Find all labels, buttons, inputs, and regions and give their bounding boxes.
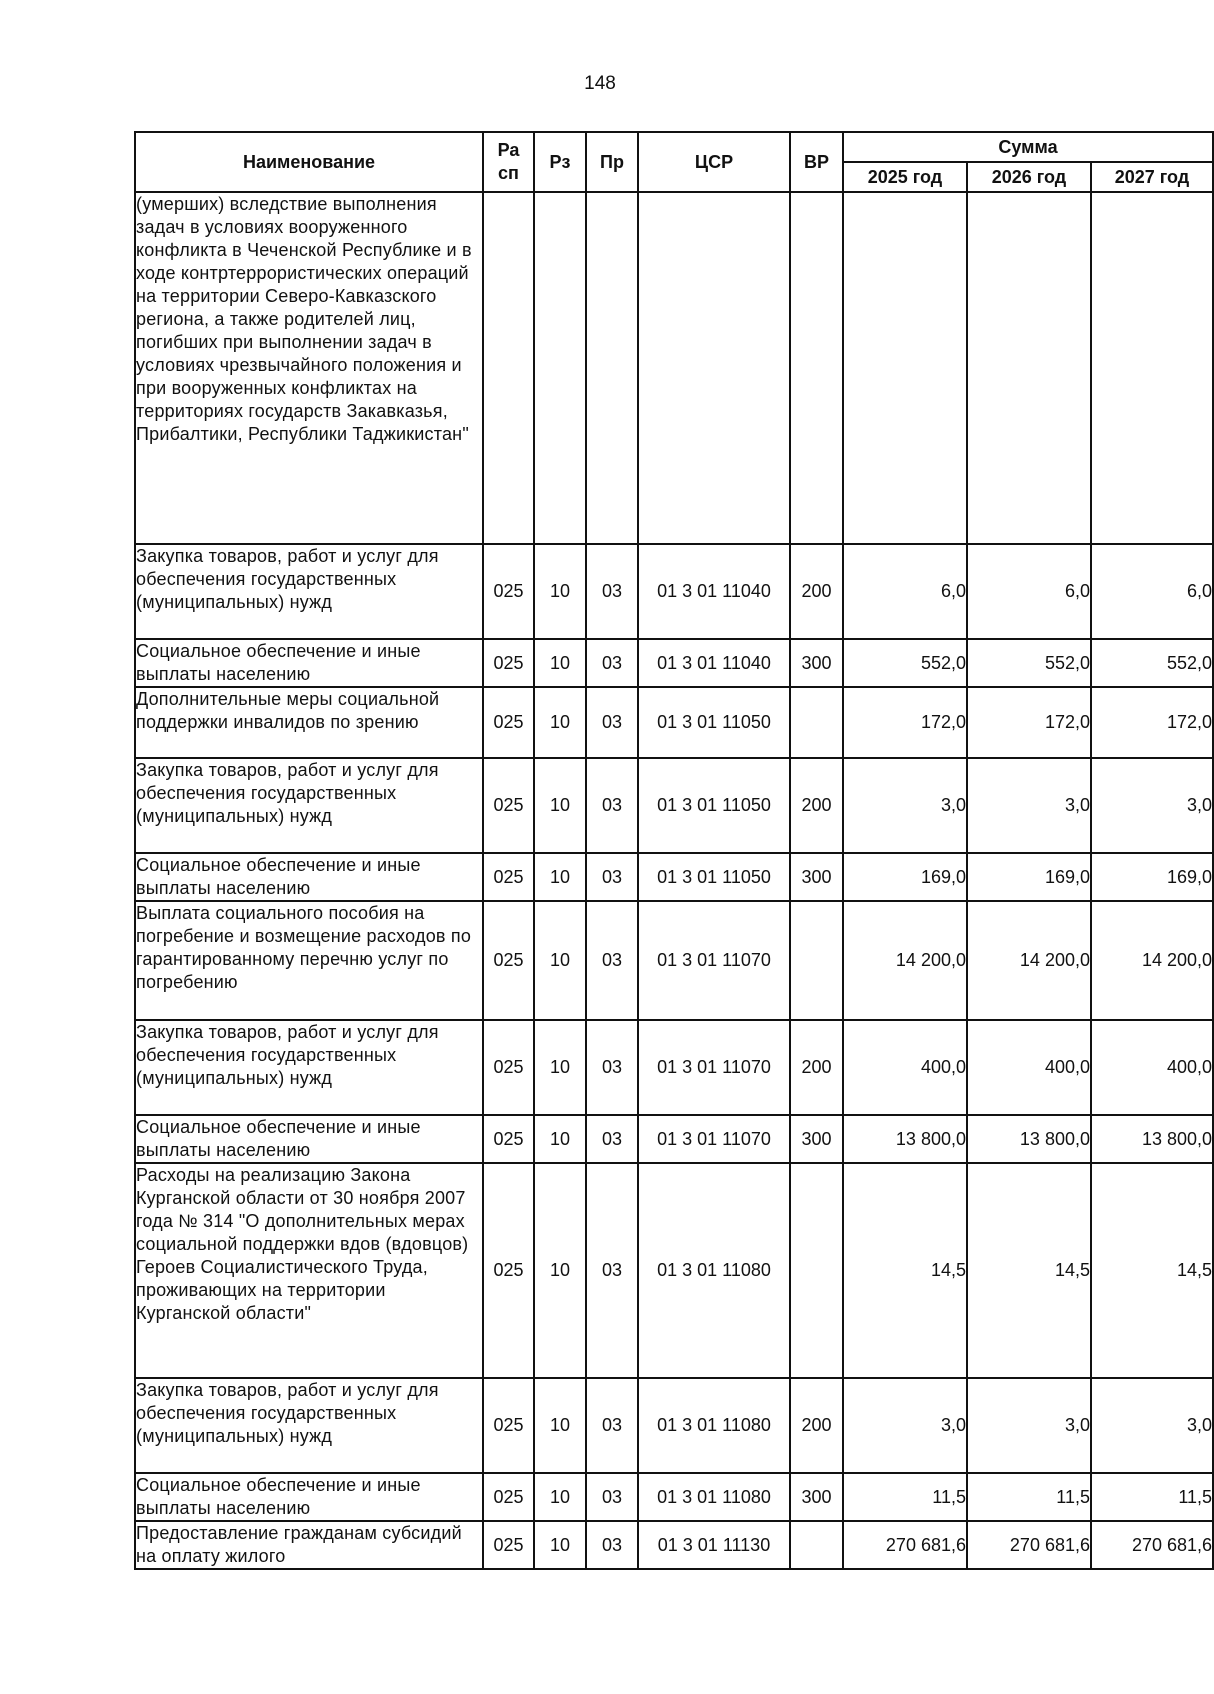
amount-2026-cell [967,192,1091,544]
rasp-cell: 025 [483,901,534,1020]
table-row [135,1163,1213,1378]
rasp-cell: 025 [483,544,534,639]
table-row [135,192,1213,544]
rz-cell: 10 [534,1521,586,1569]
amount-2025-cell: 172,0 [843,687,967,758]
csr-cell: 01 3 01 11040 [638,544,790,639]
header-rasp-line2: сп [498,163,519,183]
amount-2026-cell: 14,5 [967,1163,1091,1378]
pr-cell: 03 [586,1521,638,1569]
pr-cell: 03 [586,639,638,687]
amount-2026-cell: 13 800,0 [967,1115,1091,1163]
amount-2026-cell: 552,0 [967,639,1091,687]
amount-2027-cell: 6,0 [1091,544,1213,639]
amount-2025-cell: 270 681,6 [843,1521,967,1569]
amount-2025-cell: 400,0 [843,1020,967,1115]
csr-cell: 01 3 01 11070 [638,1115,790,1163]
header-pr: Пр [586,132,638,192]
pr-cell: 03 [586,687,638,758]
rz-cell: 10 [534,544,586,639]
vr-cell [790,192,843,544]
csr-cell: 01 3 01 11040 [638,639,790,687]
rz-cell: 10 [534,758,586,853]
amount-2027-cell: 172,0 [1091,687,1213,758]
pr-cell: 03 [586,1115,638,1163]
rasp-cell: 025 [483,1378,534,1473]
name-cell: Расходы на реализацию Закона Курганской области от 30 ноября 2007 года № 314 "О дополнительных мерах социальной поддержки вдов (вдовцов) Героев Социалистического Труда, проживающих на территории Курганской области" [135,1163,483,1378]
vr-cell: 200 [790,758,843,853]
amount-2025-cell: 13 800,0 [843,1115,967,1163]
name-cell: Социальное обеспечение и иные выплаты населению [135,1115,483,1163]
rasp-cell: 025 [483,1521,534,1569]
vr-cell [790,1521,843,1569]
table-row [135,853,1213,901]
table-row [135,758,1213,853]
rz-cell [534,192,586,544]
amount-2025-cell: 3,0 [843,758,967,853]
rz-cell: 10 [534,1115,586,1163]
amount-2026-cell: 400,0 [967,1020,1091,1115]
rasp-cell: 025 [483,1163,534,1378]
vr-cell: 200 [790,1378,843,1473]
vr-cell: 300 [790,639,843,687]
amount-2025-cell: 169,0 [843,853,967,901]
pr-cell: 03 [586,758,638,853]
name-cell: Закупка товаров, работ и услуг для обеспечения государственных (муниципальных) нужд [135,544,483,639]
rasp-cell: 025 [483,1115,534,1163]
amount-2026-cell: 172,0 [967,687,1091,758]
name-cell: Дополнительные меры социальной поддержки инвалидов по зрению [135,687,483,758]
header-rasp-line1: Ра [497,140,520,160]
name-cell: Предоставление гражданам субсидий на оплату жилого [135,1521,483,1569]
name-cell: Закупка товаров, работ и услуг для обеспечения государственных (муниципальных) нужд [135,1020,483,1115]
amount-2026-cell: 14 200,0 [967,901,1091,1020]
name-cell: Выплата социального пособия на погребение и возмещение расходов по гарантированному перечню услуг по погребению [135,901,483,1020]
amount-2025-cell: 6,0 [843,544,967,639]
name-cell: (умерших) вследствие выполнения задач в условиях вооруженного конфликта в Чеченской Республике и в ходе контртеррористических операций на территории Северо-Кавказского региона, а также родителей лиц, погибших при выполнении задач в условиях чрезвычайного положения и при вооруженных конфликтах на территориях государств Закавказья, Прибалтики, Республики Таджикистан" [135,192,483,544]
rasp-cell: 025 [483,853,534,901]
page-number: 148 [584,73,616,94]
vr-cell: 300 [790,1473,843,1521]
csr-cell: 01 3 01 11080 [638,1163,790,1378]
header-sum: Сумма [843,132,1213,162]
amount-2027-cell: 3,0 [1091,758,1213,853]
header-name: Наименование [135,132,483,192]
table-row [135,639,1213,687]
name-cell: Социальное обеспечение и иные выплаты населению [135,1473,483,1521]
table-row [135,1115,1213,1163]
vr-cell [790,687,843,758]
csr-cell: 01 3 01 11080 [638,1473,790,1521]
vr-cell: 300 [790,853,843,901]
table-row [135,687,1213,758]
amount-2025-cell: 11,5 [843,1473,967,1521]
pr-cell: 03 [586,544,638,639]
amount-2026-cell: 3,0 [967,758,1091,853]
rasp-cell: 025 [483,758,534,853]
pr-cell: 03 [586,1163,638,1378]
name-cell: Закупка товаров, работ и услуг для обеспечения государственных (муниципальных) нужд [135,1378,483,1473]
rz-cell: 10 [534,901,586,1020]
table-body [135,192,1213,1569]
rz-cell: 10 [534,1020,586,1115]
amount-2026-cell: 6,0 [967,544,1091,639]
amount-2027-cell: 552,0 [1091,639,1213,687]
vr-cell: 200 [790,1020,843,1115]
table-header [135,132,1213,192]
amount-2027-cell: 11,5 [1091,1473,1213,1521]
vr-cell [790,1163,843,1378]
amount-2027-cell [1091,192,1213,544]
rasp-cell: 025 [483,687,534,758]
rz-cell: 10 [534,1378,586,1473]
header-2027: 2027 год [1091,162,1213,192]
rasp-cell: 025 [483,1020,534,1115]
amount-2027-cell: 13 800,0 [1091,1115,1213,1163]
csr-cell: 01 3 01 11130 [638,1521,790,1569]
table-row [135,1521,1213,1569]
table-row [135,544,1213,639]
amount-2027-cell: 3,0 [1091,1378,1213,1473]
rasp-cell: 025 [483,639,534,687]
header-rasp [483,132,534,192]
pr-cell: 03 [586,901,638,1020]
csr-cell: 01 3 01 11070 [638,1020,790,1115]
amount-2027-cell: 400,0 [1091,1020,1213,1115]
amount-2026-cell: 3,0 [967,1378,1091,1473]
amount-2025-cell: 14,5 [843,1163,967,1378]
csr-cell: 01 3 01 11050 [638,687,790,758]
budget-table [134,131,1214,1570]
rz-cell: 10 [534,687,586,758]
csr-cell: 01 3 01 11080 [638,1378,790,1473]
pr-cell: 03 [586,1473,638,1521]
name-cell: Социальное обеспечение и иные выплаты населению [135,853,483,901]
rz-cell: 10 [534,853,586,901]
vr-cell: 300 [790,1115,843,1163]
table-row [135,901,1213,1020]
pr-cell [586,192,638,544]
csr-cell [638,192,790,544]
csr-cell: 01 3 01 11050 [638,758,790,853]
header-2025: 2025 год [843,162,967,192]
pr-cell: 03 [586,1378,638,1473]
amount-2027-cell: 270 681,6 [1091,1521,1213,1569]
name-cell: Закупка товаров, работ и услуг для обеспечения государственных (муниципальных) нужд [135,758,483,853]
amount-2026-cell: 169,0 [967,853,1091,901]
rasp-cell [483,192,534,544]
amount-2027-cell: 169,0 [1091,853,1213,901]
vr-cell: 200 [790,544,843,639]
name-cell: Социальное обеспечение и иные выплаты населению [135,639,483,687]
amount-2026-cell: 11,5 [967,1473,1091,1521]
pr-cell: 03 [586,1020,638,1115]
amount-2025-cell [843,192,967,544]
table-row [135,1378,1213,1473]
header-2026: 2026 год [967,162,1091,192]
csr-cell: 01 3 01 11050 [638,853,790,901]
header-vr: ВР [790,132,843,192]
table-row [135,1473,1213,1521]
amount-2025-cell: 3,0 [843,1378,967,1473]
header-rz: Рз [534,132,586,192]
rasp-cell: 025 [483,1473,534,1521]
vr-cell [790,901,843,1020]
rz-cell: 10 [534,639,586,687]
amount-2027-cell: 14,5 [1091,1163,1213,1378]
header-csr: ЦСР [638,132,790,192]
amount-2025-cell: 14 200,0 [843,901,967,1020]
amount-2026-cell: 270 681,6 [967,1521,1091,1569]
csr-cell: 01 3 01 11070 [638,901,790,1020]
amount-2025-cell: 552,0 [843,639,967,687]
rz-cell: 10 [534,1163,586,1378]
amount-2027-cell: 14 200,0 [1091,901,1213,1020]
rz-cell: 10 [534,1473,586,1521]
table-row [135,1020,1213,1115]
pr-cell: 03 [586,853,638,901]
